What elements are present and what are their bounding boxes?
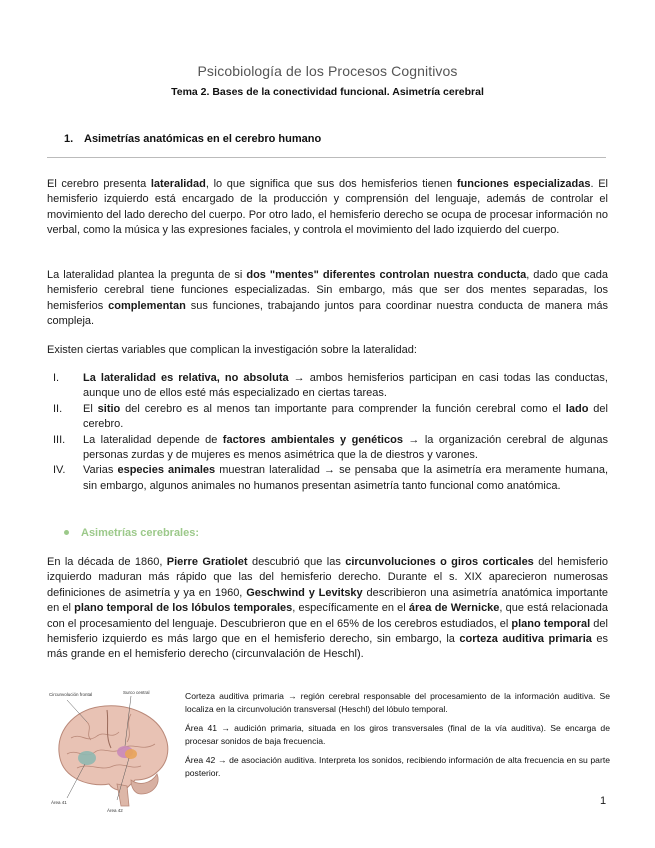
brain-figure bbox=[47, 688, 179, 816]
bold-term: circunvoluciones o giros corticales bbox=[345, 556, 534, 568]
subsection-heading bbox=[64, 527, 199, 539]
text-run: , que está relacionada con el procesamiento del lenguaje. Descubrieron que en el 65% de los cerebros estudiados, el bbox=[47, 602, 608, 630]
paragraph-dos-mentes bbox=[47, 268, 608, 330]
text-run: del cerebro. bbox=[83, 402, 608, 431]
text-run: muestran lateralidad → se pensaba que la asimetría era meramente humana, sin embargo, algunos animales no humanos presentan asimetría tanto funcional como anatómica. bbox=[83, 464, 608, 492]
text-run: Varias bbox=[83, 464, 118, 477]
text-run: En la década de 1860, bbox=[47, 556, 167, 568]
bold-term: especies animales bbox=[117, 464, 216, 477]
figure-captions bbox=[185, 690, 610, 787]
text-run: El bbox=[83, 402, 98, 415]
text-run: El cerebro presenta bbox=[47, 178, 151, 190]
section-heading bbox=[64, 133, 321, 145]
brain-lateral-icon bbox=[47, 688, 179, 816]
bold-term: lateralidad bbox=[150, 178, 206, 190]
caption-corteza: Corteza auditiva primaria → región cerebral responsable del procesamiento de la información auditiva. Se localiza en la circunvolución transversal (Heschl) del lóbulo temporal. bbox=[185, 691, 610, 714]
text-run: del hemisferio izquierdo maduran más rápido que las del hemisferio derecho. Durante el s. XIX aparecieron numerosas definiciones de asimetría y ya en 1960, bbox=[47, 556, 608, 599]
text-run: → ambos hemisferios participan en casi todas las conductas, aunque uno de ellos esté más especializado en ciertas tareas. bbox=[83, 372, 608, 400]
section-divider bbox=[47, 157, 606, 158]
figure-label: Área 41 bbox=[51, 800, 67, 805]
text-run: , específicamente en el bbox=[292, 602, 409, 615]
text-run: La lateralidad depende de bbox=[83, 433, 223, 446]
text-run: describieron una asimetría anatómica importante en el bbox=[47, 586, 609, 615]
list-numeral: III. bbox=[53, 433, 66, 446]
paragraph-variables-intro: Existen ciertas variables que complican la investigación sobre la lateralidad: bbox=[47, 344, 417, 356]
bold-term: plano temporal de los lóbulos temporales bbox=[74, 602, 293, 615]
figure-label: Surco central bbox=[123, 690, 150, 695]
bold-term: factores ambientales y genéticos bbox=[222, 433, 403, 446]
caption-area-41: Área 41 → audición primaria, situada en los giros transversales (final de la vía auditiva). Se encarga de procesar sonidos de baja frecuencia. bbox=[185, 723, 610, 746]
list-item bbox=[47, 463, 608, 494]
text-run: La lateralidad plantea la pregunta de si bbox=[47, 269, 247, 281]
text-run: del cerebro es al menos tan importante para comprender la función cerebral como el bbox=[120, 402, 566, 415]
paragraph-asimetrias bbox=[47, 555, 608, 663]
list-numeral: I. bbox=[53, 372, 60, 384]
bold-term: complementan bbox=[108, 299, 186, 312]
bold-term: plano temporal bbox=[511, 617, 591, 630]
bold-term: corteza auditiva primaria bbox=[459, 633, 592, 646]
variables-list bbox=[47, 371, 608, 494]
text-run: del hemisferio izquierdo es más largo que en el hemisferio derecho, sin embargo, la bbox=[47, 617, 608, 646]
text-run: es más grande en el hemisferio derecho (circunvalación de Heschl). bbox=[47, 633, 608, 661]
list-item bbox=[47, 371, 608, 402]
bold-term: funciones especializadas bbox=[456, 178, 591, 190]
list-item bbox=[47, 433, 608, 464]
text-run: descubrió que las bbox=[247, 556, 346, 568]
document-subtitle: Tema 2. Bases de la conectividad funcional. Asimetría cerebral bbox=[171, 86, 484, 98]
bold-term: La lateralidad es relativa, no absoluta bbox=[83, 372, 289, 384]
text-run: . El hemisferio izquierdo está encargado de la producción y comprensión del lenguaje, además de controlar el movimiento del lado derecho del cuerpo. Por otro lado, el hemisferio derecho se ocupa de procesar información no verbal, como la música y las expresiones faciales, y controla el movimiento del lado izquierdo del cuerpo. bbox=[47, 178, 608, 237]
bold-term: lado bbox=[565, 402, 589, 415]
bold-term: Pierre Gratiolet bbox=[166, 556, 248, 568]
document-title: Psicobiología de los Procesos Cognitivos bbox=[197, 63, 458, 79]
text-run: , lo que significa que sus dos hemisferios tienen bbox=[205, 178, 457, 190]
paragraph-lateralidad bbox=[47, 177, 608, 239]
bold-term: dos "mentes" diferentes controlan nuestra conducta bbox=[246, 269, 527, 281]
caption-area-42: Área 42 → de asociación auditiva. Interpreta los sonidos, recibiendo información de alta frecuencia en su parte posterior. bbox=[185, 755, 610, 778]
figure-label: Área 42 bbox=[107, 808, 123, 813]
bold-term: Geschwind y Levitsky bbox=[246, 586, 363, 599]
bold-term: área de Wernicke bbox=[408, 602, 500, 615]
page-number: 1 bbox=[600, 795, 607, 807]
list-numeral: IV. bbox=[53, 464, 66, 477]
list-numeral: II. bbox=[53, 402, 63, 415]
list-item bbox=[47, 402, 608, 433]
figure-label: Circunvolución frontal bbox=[49, 692, 93, 697]
text-run: → la organización cerebral de algunas personas zurdas y de mujeres es menos asimétrica que la de diestros y varones. bbox=[83, 433, 609, 462]
subsection-title: Asimetrías cerebrales: bbox=[81, 527, 200, 539]
text-run: , dado que cada hemisferio cerebral tiene funciones especializadas. Sin embargo, más que ser dos mentes separadas, los hemisferios bbox=[47, 269, 609, 312]
bullet-dot-icon bbox=[64, 530, 69, 535]
text-run: sus funciones, trabajando juntos para coordinar nuestra conducta de manera más compleja. bbox=[47, 299, 608, 328]
section-number: 1. bbox=[64, 133, 74, 145]
bold-term: sitio bbox=[97, 402, 121, 415]
section-title: Asimetrías anatómicas en el cerebro humano bbox=[84, 133, 322, 145]
